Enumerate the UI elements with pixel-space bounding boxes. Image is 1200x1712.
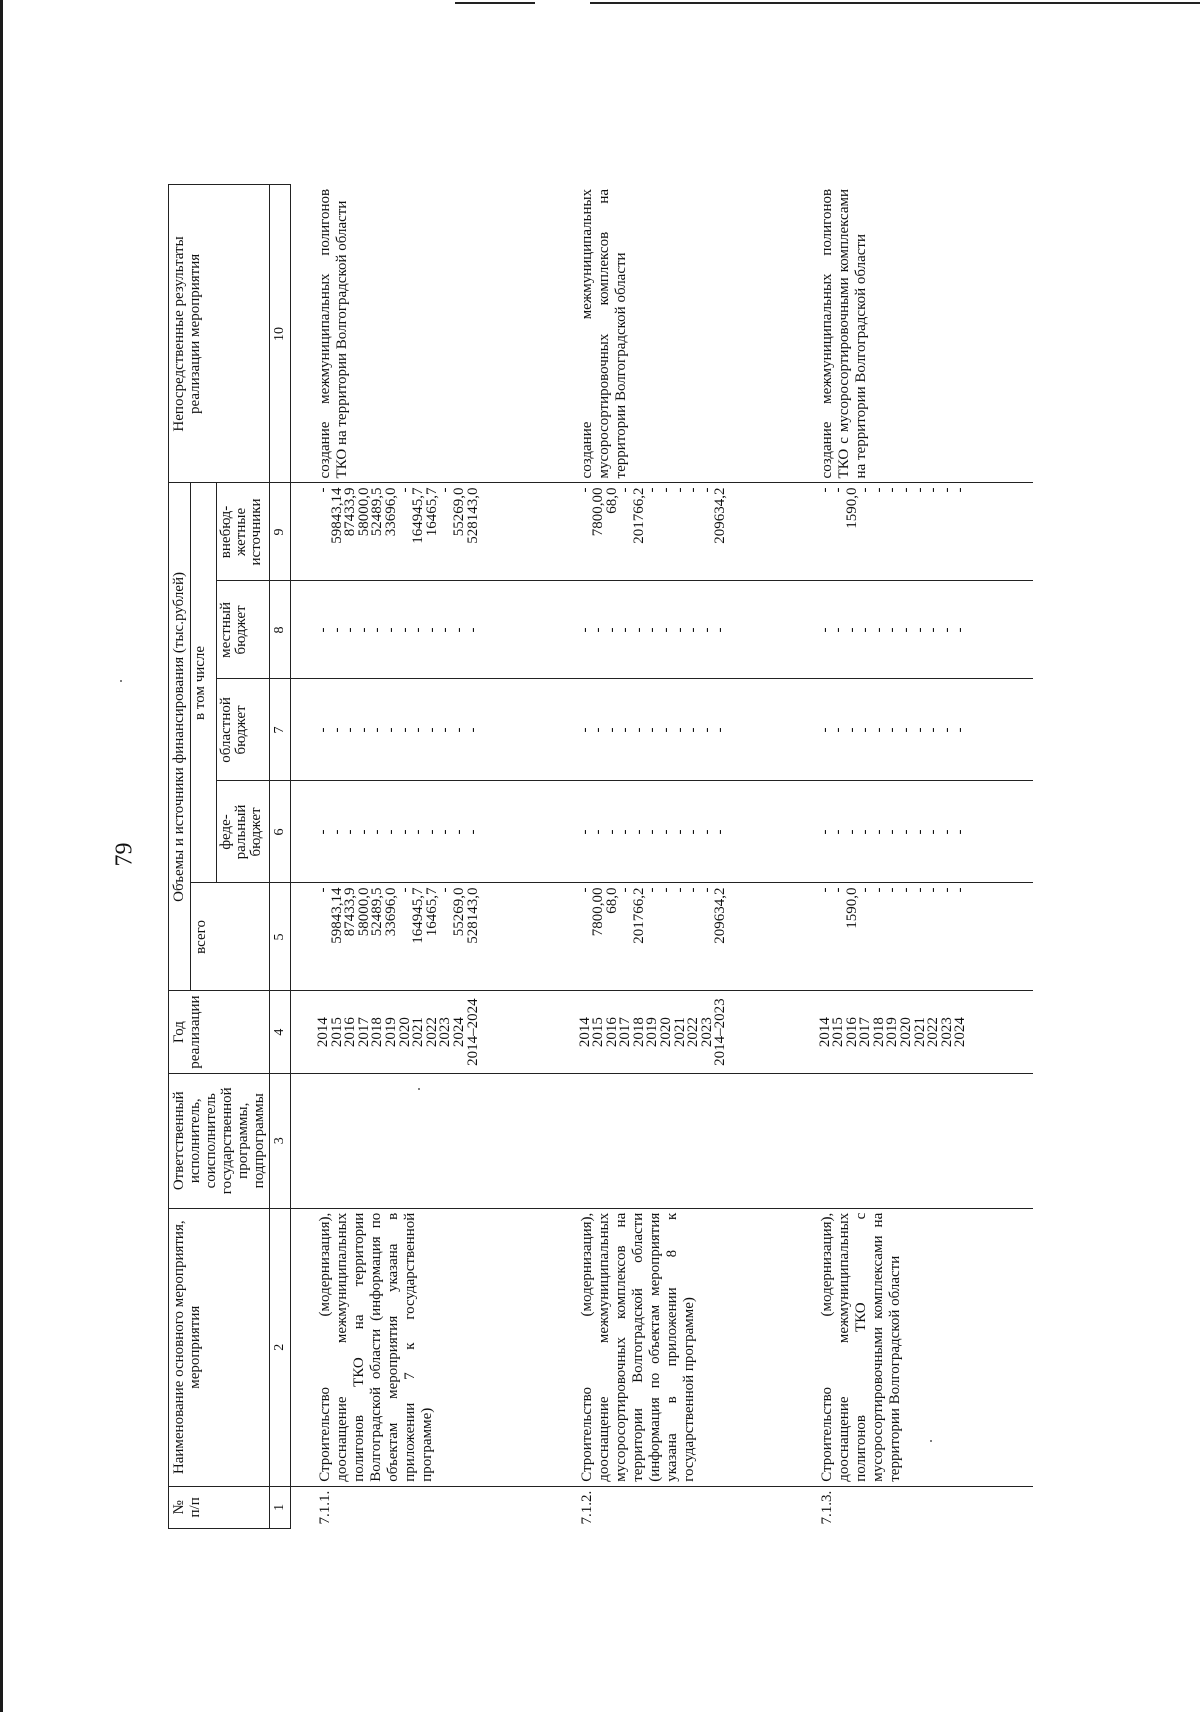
row-local: - - - - - - - - - - - (793, 581, 1033, 679)
header-executor: Ответственный исполнитель, соисполнитель государственной программы, подпрограммы (169, 1073, 270, 1208)
column-number: 10 (270, 185, 291, 483)
row-local: - - - - - - - - - - - - (291, 581, 553, 679)
table-row (793, 185, 1033, 1529)
header-regional: областной бюджет (217, 679, 270, 781)
header-including: в том числе (191, 483, 217, 883)
row-regional: - - - - - - - - - - - (553, 679, 793, 781)
header-num: № п/п (169, 1486, 270, 1528)
row-extra: - 59843,14 87433,9 58000,0 52489,5 33696,0 - 164945,7 16465,7 - 55269,0 528143,0 (291, 483, 553, 581)
row-federal: - - - - - - - - - - - (793, 781, 1033, 883)
table-row (291, 185, 553, 1529)
column-number: 1 (270, 1486, 291, 1528)
row-federal: - - - - - - - - - - - (553, 781, 793, 883)
header-financing: Объемы и источники финансирования (тыс.рублей) (169, 483, 191, 991)
row-local: - - - - - - - - - - - (553, 581, 793, 679)
row-years: 2014 2015 2016 2017 2018 2019 2020 2021 2022 2023 2014–2023 (553, 991, 793, 1073)
row-extra: - 7800,00 68,0 - 201766,2 - - - - - 209634,2 (553, 483, 793, 581)
header-year: Год реализации (169, 991, 270, 1073)
column-number: 4 (270, 991, 291, 1073)
header-federal: феде- ральный бюджет (217, 781, 270, 883)
row-executor (553, 1073, 793, 1208)
row-years: 2014 2015 2016 2017 2018 2019 2020 2021 2022 2023 2024 (793, 991, 1033, 1073)
column-number: 8 (270, 581, 291, 679)
row-executor (793, 1073, 1033, 1208)
header-local: местный бюджет (217, 581, 270, 679)
header-extra: внебюд- жетные источники (217, 483, 270, 581)
column-number: 6 (270, 781, 291, 883)
row-number: 7.1.2. (553, 1486, 793, 1528)
column-number: 3 (270, 1073, 291, 1208)
row-regional: - - - - - - - - - - - (793, 679, 1033, 781)
row-result: создание межмуниципальных полигонов ТКО на территории Волгоградской области (291, 185, 553, 483)
row-name: Строительство (модернизация), дооснащение межмуниципальных мусоросортировочных комплексов на территории Волгоградской области (информация по объектам мероприятия указана в приложении 8 к государственной программе) (553, 1208, 793, 1486)
page-number: 79 (111, 842, 138, 867)
table-row (553, 185, 793, 1529)
row-result: создание межмуниципальных полигонов ТКО с мусоросортировочными комплексами на территории Волгоградской области (793, 185, 1033, 483)
header-results: Непосредственные результаты реализации мероприятия (169, 185, 270, 483)
row-number: 7.1.3. (793, 1486, 1033, 1528)
header-total: всего (191, 883, 270, 991)
header-name: Наименование основного мероприятия, мероприятия (169, 1208, 270, 1486)
financing-table (168, 184, 1033, 1529)
column-number: 9 (270, 483, 291, 581)
row-total: - - 1590,0 - - - - - - - - (793, 883, 1033, 991)
row-result: создание межмуниципальных мусоросортировочных комплексов на территории Волгоградской области (553, 185, 793, 483)
row-total: - 7800,00 68,0 - 201766,2 - - - - - 209634,2 (553, 883, 793, 991)
column-number: 5 (270, 883, 291, 991)
row-name: Строительство (модернизация), дооснащение межмуниципальных полигонов ТКО с мусоросортировочными комплексами на территории Волгоградской области (793, 1208, 1033, 1486)
row-extra: - - 1590,0 - - - - - - - - (793, 483, 1033, 581)
row-years: 2014 2015 2016 2017 2018 2019 2020 2021 2022 2023 2024 2014–2024 (291, 991, 553, 1073)
row-name: Строительство (модернизация), дооснащение межмуниципальных полигонов ТКО на территории Волгоградской области (информация по объектам мероприятия указана в приложении 7 к государственной программе) (291, 1208, 553, 1486)
row-total: - 59843,14 87433,9 58000,0 52489,5 33696,0 - 164945,7 16465,7 - 55269,0 528143,0 (291, 883, 553, 991)
row-executor (291, 1073, 553, 1208)
column-number: 7 (270, 679, 291, 781)
column-number: 2 (270, 1208, 291, 1486)
row-number: 7.1.1. (291, 1486, 553, 1528)
row-regional: - - - - - - - - - - - - (291, 679, 553, 781)
row-federal: - - - - - - - - - - - - (291, 781, 553, 883)
